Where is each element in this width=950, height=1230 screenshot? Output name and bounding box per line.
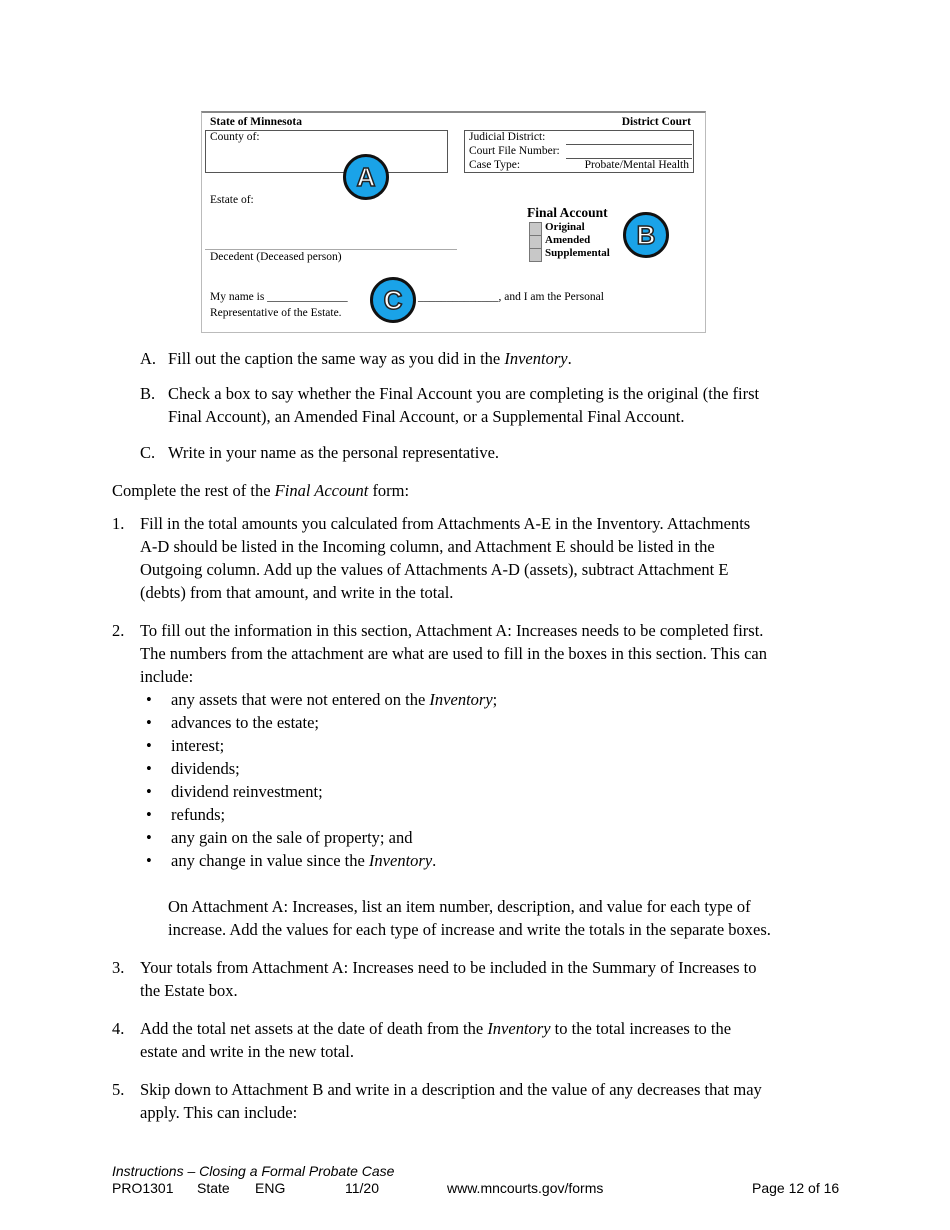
court-label: District Court — [621, 116, 691, 128]
bullet-icon: • — [146, 690, 152, 709]
footer-title: Instructions – Closing a Formal Probate Case — [112, 1163, 395, 1179]
bullet-icon: • — [146, 851, 152, 870]
letter-b-text: Check a box to say whether the Final Account you are completing is the original (the first — [168, 384, 760, 403]
letter-a-text: Fill out the caption the same way as you did in the Inventory. — [168, 349, 572, 368]
divider — [566, 144, 692, 145]
option-supplemental: Supplemental — [545, 247, 610, 259]
item-1-line: Fill in the total amounts you calculated from Attachments A-E in the Inventory. Attachments — [140, 514, 751, 533]
letter-b: B. — [140, 384, 156, 403]
footer-lang: ENG — [255, 1180, 286, 1196]
item-4-line: estate and write in the new total. — [140, 1042, 354, 1061]
my-name-label: My name is ______________ — [210, 291, 348, 303]
item-4-line: Add the total net assets at the date of death from the Inventory to the total increases to the — [140, 1019, 732, 1038]
item-number: 4. — [112, 1019, 125, 1038]
bullet-item: any assets that were not entered on the Inventory; — [171, 690, 498, 709]
bullet-item: interest; — [171, 736, 225, 755]
item-number: 1. — [112, 514, 125, 533]
bullet-icon: • — [146, 713, 152, 732]
footer-code: PRO1301 — [112, 1180, 174, 1196]
footer-url[interactable]: www.mncourts.gov/forms — [447, 1180, 604, 1196]
option-amended: Amended — [545, 234, 591, 246]
letter-b-text: Final Account), an Amended Final Account, or a Supplemental Final Account. — [168, 407, 685, 426]
bullet-item: dividends; — [171, 759, 240, 778]
item-2-para: On Attachment A: Increases, list an item number, description, and value for each type of — [168, 897, 751, 916]
footer-page: Page 12 of 16 — [752, 1180, 840, 1196]
marker-a-icon: A — [343, 154, 389, 200]
item-5-line: Skip down to Attachment B and write in a description and the value of any decreases that may — [140, 1080, 762, 1099]
bullet-item: any gain on the sale of property; and — [171, 828, 413, 847]
representative-label: Representative of the Estate. — [210, 307, 342, 319]
bullet-item: any change in value since the Inventory. — [171, 851, 437, 870]
item-3-line: Your totals from Attachment A: Increases need to be included in the Summary of Increases to — [140, 958, 757, 977]
bullet-item: dividend reinvestment; — [171, 782, 323, 801]
item-2-line: include: — [140, 667, 194, 686]
checkbox-supplemental — [529, 248, 542, 262]
footer-state: State — [197, 1180, 230, 1196]
item-5-line: apply. This can include: — [140, 1103, 298, 1122]
item-2-line: The numbers from the attachment are what are used to fill in the boxes in this section. This can — [140, 644, 767, 663]
item-2-para: increase. Add the values for each type of increase and write the totals in the separate boxes. — [168, 920, 771, 939]
item-3-line: the Estate box. — [140, 981, 238, 1000]
checkbox-original — [529, 222, 542, 236]
bullet-icon: • — [146, 805, 152, 824]
state-label: State of Minnesota — [210, 116, 302, 128]
option-original: Original — [545, 221, 585, 233]
form-caption-image — [201, 111, 706, 333]
estate-of-label: Estate of: — [210, 194, 254, 206]
marker-b-icon: B — [623, 212, 669, 258]
intro-text: Complete the rest of the Final Account form: — [112, 481, 410, 500]
marker-c-icon: C — [370, 277, 416, 323]
item-1-line: A-D should be listed in the Incoming column, and Attachment E should be listed in the — [140, 537, 715, 556]
case-type-value: Probate/Mental Health — [584, 159, 689, 171]
item-number: 3. — [112, 958, 125, 977]
item-2-line: To fill out the information in this section, Attachment A: Increases needs to be completed first. — [140, 621, 764, 640]
bullet-icon: • — [146, 782, 152, 801]
checkbox-amended — [529, 235, 542, 249]
divider — [205, 249, 457, 250]
item-1-line: (debts) from that amount, and write in the total. — [140, 583, 454, 602]
letter-a: A. — [140, 349, 157, 368]
bullet-item: advances to the estate; — [171, 713, 319, 732]
final-account-title: Final Account — [527, 205, 608, 220]
bullet-icon: • — [146, 759, 152, 778]
item-number: 5. — [112, 1080, 125, 1099]
court-file-label: Court File Number: — [469, 145, 560, 157]
letter-c-text: Write in your name as the personal representative. — [168, 443, 500, 462]
case-type-label: Case Type: — [469, 159, 521, 171]
bullet-icon: • — [146, 828, 152, 847]
judicial-district-label: Judicial District: — [469, 131, 546, 143]
item-number: 2. — [112, 621, 125, 640]
footer-date: 11/20 — [345, 1180, 379, 1196]
item-1-line: Outgoing column. Add up the values of Attachments A-D (assets), subtract Attachment E — [140, 560, 729, 579]
letter-c: C. — [140, 443, 156, 462]
decedent-label: Decedent (Deceased person) — [210, 251, 342, 263]
personal-rep-label: ______________, and I am the Personal — [418, 291, 604, 303]
bullet-item: refunds; — [171, 805, 226, 824]
bullet-icon: • — [146, 736, 152, 755]
county-label: County of: — [210, 131, 260, 143]
